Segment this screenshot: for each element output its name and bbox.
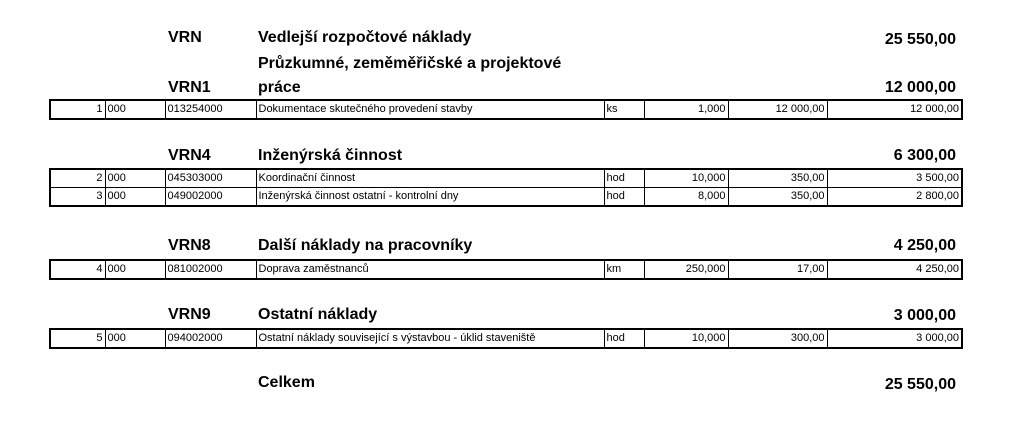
section-vrn8-code: VRN8 <box>168 237 211 254</box>
section-vrn8-title: Další náklady na pracovníky <box>258 237 473 254</box>
header-total: 25 550,00 <box>884 31 956 48</box>
items-table-vrn4 <box>49 168 963 207</box>
section-vrn9-code: VRN9 <box>168 306 211 323</box>
section-vrn9-total: 3 000,00 <box>893 307 956 324</box>
item-no: 1 <box>50 100 105 119</box>
item-description: Doprava zaměstnanců <box>256 260 604 279</box>
item-quantity: 10,000 <box>644 169 728 188</box>
item-quantity: 8,000 <box>644 188 728 207</box>
section-vrn4-code: VRN4 <box>168 147 211 164</box>
item-unit-price: 17,00 <box>728 260 827 279</box>
table-row <box>50 100 962 119</box>
item-code: 094002000 <box>165 329 256 348</box>
header-code: VRN <box>168 29 202 46</box>
item-description: Koordinační činnost <box>256 169 604 188</box>
items-table-vrn8 <box>49 259 963 280</box>
table-row <box>50 329 962 348</box>
items-table-vrn9 <box>49 328 963 349</box>
table-row <box>50 188 962 207</box>
item-unit-price: 12 000,00 <box>728 100 827 119</box>
item-code: 013254000 <box>165 100 256 119</box>
item-unit-price: 300,00 <box>728 329 827 348</box>
item-unit: ks <box>604 100 644 119</box>
item-unit-price: 350,00 <box>728 169 827 188</box>
item-code: 049002000 <box>165 188 256 207</box>
item-type: 000 <box>105 188 165 207</box>
footer-total: 25 550,00 <box>884 376 956 393</box>
item-type: 000 <box>105 329 165 348</box>
item-total: 2 800,00 <box>827 188 962 207</box>
item-type: 000 <box>105 100 165 119</box>
section-vrn1-title-line1: Průzkumné, zeměměřičské a projektové <box>258 55 562 72</box>
item-type: 000 <box>105 169 165 188</box>
item-no: 3 <box>50 188 105 207</box>
item-quantity: 10,000 <box>644 329 728 348</box>
item-type: 000 <box>105 260 165 279</box>
table-row <box>50 169 962 188</box>
item-no: 2 <box>50 169 105 188</box>
header-title: Vedlejší rozpočtové náklady <box>258 29 472 46</box>
table-row <box>50 260 962 279</box>
item-code: 045303000 <box>165 169 256 188</box>
item-no: 4 <box>50 260 105 279</box>
item-description: Inženýrská činnost ostatní - kontrolní dny <box>256 188 604 207</box>
item-unit-price: 350,00 <box>728 188 827 207</box>
section-vrn4-title: Inženýrská činnost <box>258 147 403 164</box>
footer-label: Celkem <box>258 374 315 391</box>
item-no: 5 <box>50 329 105 348</box>
item-description: Dokumentace skutečného provedení stavby <box>256 100 604 119</box>
item-unit: hod <box>604 329 644 348</box>
items-table-vrn1 <box>49 99 963 120</box>
section-vrn1-title-line2: práce <box>258 79 301 96</box>
item-unit: hod <box>604 188 644 207</box>
section-vrn1-code: VRN1 <box>168 79 211 96</box>
item-total: 3 000,00 <box>827 329 962 348</box>
section-vrn1-total: 12 000,00 <box>884 79 956 96</box>
section-vrn4-total: 6 300,00 <box>893 147 956 164</box>
item-description: Ostatní náklady související s výstavbou - úklid staveniště <box>256 329 604 348</box>
item-unit: km <box>604 260 644 279</box>
item-quantity: 250,000 <box>644 260 728 279</box>
item-total: 3 500,00 <box>827 169 962 188</box>
section-vrn8-total: 4 250,00 <box>893 237 956 254</box>
item-total: 12 000,00 <box>827 100 962 119</box>
section-vrn9-title: Ostatní náklady <box>258 306 378 323</box>
item-total: 4 250,00 <box>827 260 962 279</box>
item-quantity: 1,000 <box>644 100 728 119</box>
item-unit: hod <box>604 169 644 188</box>
item-code: 081002000 <box>165 260 256 279</box>
